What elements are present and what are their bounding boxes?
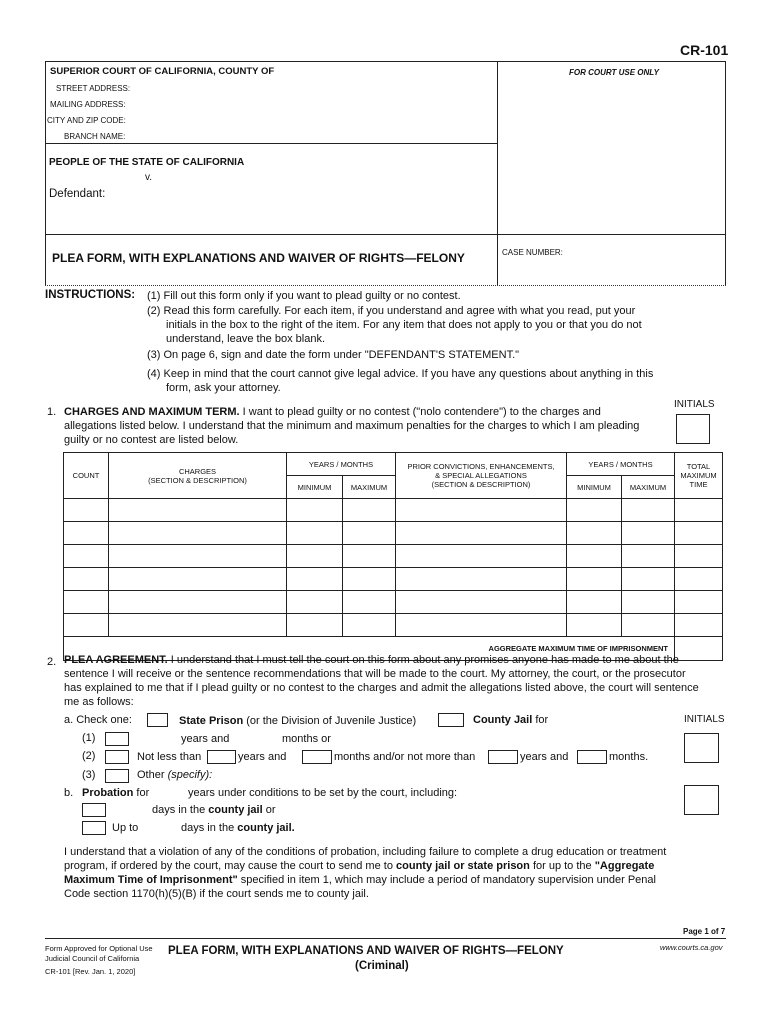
state-prison-rest: (or the Division of Juvenile Justice) xyxy=(246,715,417,727)
header-bottom-rule xyxy=(45,285,726,286)
county-jail-checkbox[interactable] xyxy=(438,713,464,727)
initials-box-3[interactable] xyxy=(684,785,719,815)
option-3-checkbox[interactable] xyxy=(105,769,129,783)
footer-title: PLEA FORM, WITH EXPLANATIONS AND WAIVER OF RIGHTS—FELONY xyxy=(168,945,564,957)
th-minimum-2: MINIMUM xyxy=(567,476,622,499)
section2-line3: has explained to me that if I plead guilty or no contest to the charges and admit the allegations listed above, the court will sentence xyxy=(64,682,699,694)
other-text xyxy=(137,768,212,783)
revision-label: CR-101 [Rev. Jan. 1, 2020] xyxy=(45,967,136,976)
page-number: Page 1 of 7 xyxy=(683,927,726,936)
instruction-2-cont: initials in the box to the right of the item. For any item that does not apply to you or that you do not xyxy=(166,319,642,331)
th-years-months-1: YEARS / MONTHS xyxy=(287,453,396,476)
header-left-rule xyxy=(45,61,46,286)
footer-rule xyxy=(45,938,726,939)
header-divider-v xyxy=(497,61,498,286)
p2-a: program, if ordered by the court, may cause the court to send me to xyxy=(64,860,393,872)
or-label: or xyxy=(265,804,276,816)
section1-line3: guilty or no contest are listed below. xyxy=(64,434,239,446)
footer-subtitle: (Criminal) xyxy=(355,960,409,972)
aggregate-total-cell[interactable] xyxy=(675,637,723,661)
not-more-months-label: months. xyxy=(609,751,649,763)
initials-box-1[interactable] xyxy=(676,414,710,444)
instruction-2: (2) Read this form carefully. For each item, if you understand and agree with what you read, put your xyxy=(147,305,636,317)
not-more-years-label: years and xyxy=(520,751,569,763)
option-1-months: months or xyxy=(282,733,331,745)
header-rule-1 xyxy=(45,143,498,144)
th-years-months-2: YEARS / MONTHS xyxy=(567,453,675,476)
defendant-label: Defendant: xyxy=(49,188,106,200)
check-one-label: a. Check one: xyxy=(64,714,132,726)
county-jail-for: for xyxy=(535,714,549,726)
probation-violation-p2 xyxy=(64,859,654,874)
table-row[interactable] xyxy=(64,545,723,568)
specify-label: (specify): xyxy=(167,769,213,781)
header-right-rule xyxy=(725,61,726,286)
not-less-years-label: years and xyxy=(238,751,287,763)
th-charges: CHARGES (SECTION & DESCRIPTION) xyxy=(109,453,287,499)
section1-number: 1. xyxy=(47,406,57,418)
section2-line1 xyxy=(64,653,679,668)
option-3-label: (3) xyxy=(82,769,96,781)
table-row[interactable] xyxy=(64,499,723,522)
option-1-checkbox[interactable] xyxy=(105,732,129,746)
p3-b: specified in item 1, which may include a period of mandatory supervision under Penal xyxy=(240,874,656,886)
th-prior: PRIOR CONVICTIONS, ENHANCEMENTS, & SPECIAL ALLEGATIONS (SECTION & DESCRIPTION) xyxy=(396,453,567,499)
courts-url: www.courts.ca.gov xyxy=(660,943,723,952)
option-2-label: (2) xyxy=(82,750,96,762)
months-andor-label: months and/or not more than xyxy=(334,751,476,763)
table-row[interactable] xyxy=(64,591,723,614)
not-more-years-field[interactable] xyxy=(488,750,518,764)
branch-name-label: BRANCH NAME: xyxy=(64,132,126,141)
p2-b: county jail or state prison xyxy=(396,860,530,872)
th-count: COUNT xyxy=(64,453,109,499)
days-in-label-2: days in the xyxy=(181,822,235,834)
instruction-3: (3) On page 6, sign and date the form under "DEFENDANT'S STATEMENT." xyxy=(147,349,520,361)
probation-for: for xyxy=(136,787,150,799)
b-label: b. xyxy=(64,787,74,799)
th-maximum-1: MAXIMUM xyxy=(343,476,396,499)
probation-label: Probation xyxy=(82,787,134,799)
for-court-use-label: FOR COURT USE ONLY xyxy=(569,68,659,77)
p3-a: Maximum Time of Imprisonment" xyxy=(64,874,238,886)
instruction-4-cont: form, ask your attorney. xyxy=(166,382,281,394)
section1-line1 xyxy=(64,405,601,420)
aggregate-label: AGGREGATE MAXIMUM TIME OF IMPRISONMENT xyxy=(64,637,675,661)
form-title: PLEA FORM, WITH EXPLANATIONS AND WAIVER OF RIGHTS—FELONY xyxy=(52,251,465,265)
section1-line2: allegations listed below. I understand that the minimum and maximum penalties for the charges to which I am pleading xyxy=(64,420,640,432)
state-prison-label: State Prison xyxy=(179,715,244,727)
probation-violation-p4: Code section 1170(h)(5)(B) if the court sends me to county jail. xyxy=(64,888,369,900)
option-1-label: (1) xyxy=(82,732,96,744)
th-minimum-1: MINIMUM xyxy=(287,476,343,499)
versus-label: v. xyxy=(145,172,153,183)
people-label: PEOPLE OF THE STATE OF CALIFORNIA xyxy=(49,157,245,168)
initials-label-2: INITIALS xyxy=(684,714,725,725)
not-more-months-field[interactable] xyxy=(577,750,607,764)
approved-label: Form Approved for Optional Use xyxy=(45,944,153,953)
section1-text1: I want to plead guilty or no contest ("nolo contendere") to the charges and xyxy=(242,406,601,418)
mailing-address-label: MAILING ADDRESS: xyxy=(50,100,126,109)
section2-number: 2. xyxy=(47,656,57,668)
section2-text1: I understand that I must tell the court on this form about any promises anyone has made to me about the xyxy=(170,654,679,666)
initials-box-2[interactable] xyxy=(684,733,719,763)
th-maximum-2: MAXIMUM xyxy=(622,476,675,499)
street-address-label: STREET ADDRESS: xyxy=(56,84,131,93)
instruction-4: (4) Keep in mind that the court cannot give legal advice. If you have any questions about anything in this xyxy=(147,368,654,380)
option-1-years: years and xyxy=(181,733,230,745)
form-number: CR-101 xyxy=(680,42,729,58)
instruction-1: (1) Fill out this form only if you want to plead guilty or no contest. xyxy=(147,290,461,302)
header-top-rule xyxy=(45,61,726,62)
not-less-label: Not less than xyxy=(137,751,202,763)
instructions-label: INSTRUCTIONS: xyxy=(45,289,136,301)
probation-text xyxy=(82,786,149,801)
county-jail-label-3: county jail. xyxy=(237,822,295,834)
up-to-checkbox[interactable] xyxy=(82,821,106,835)
up-to-days-text xyxy=(181,821,295,836)
county-jail-label-2: county jail xyxy=(208,804,263,816)
option-2-checkbox[interactable] xyxy=(105,750,129,764)
charges-table xyxy=(63,452,723,661)
up-to-label: Up to xyxy=(112,822,139,834)
probation-violation-p3 xyxy=(64,873,656,888)
days-in-label: days in the xyxy=(152,804,206,816)
state-prison-text xyxy=(179,714,416,729)
not-less-years-field[interactable] xyxy=(207,750,236,764)
section2-line2: sentence I will receive or the sentence recommendations that will be made to the court. My attorney, the court, or the prosecutor xyxy=(64,668,686,680)
table-row[interactable] xyxy=(64,568,723,591)
other-label: Other xyxy=(137,769,165,781)
instruction-2-cont2: understand, leave the box blank. xyxy=(166,333,326,345)
section2-heading: PLEA AGREEMENT. xyxy=(64,654,168,666)
not-less-months-field[interactable] xyxy=(302,750,332,764)
state-prison-checkbox[interactable] xyxy=(147,713,168,727)
probation-rest: years under conditions to be set by the court, including: xyxy=(188,787,458,799)
table-row[interactable] xyxy=(64,522,723,545)
table-row[interactable] xyxy=(64,614,723,637)
p2-d: "Aggregate xyxy=(594,860,655,872)
section1-heading: CHARGES AND MAXIMUM TERM. xyxy=(64,406,240,418)
p2-c: for up to the xyxy=(532,860,592,872)
county-jail-text xyxy=(473,713,548,728)
city-zip-label: CITY AND ZIP CODE: xyxy=(47,116,126,125)
th-total: TOTAL MAXIMUM TIME xyxy=(675,453,723,499)
case-number-label: CASE NUMBER: xyxy=(502,248,563,257)
days-county-jail-checkbox[interactable] xyxy=(82,803,106,817)
days-county-jail-text xyxy=(152,803,276,818)
header-rule-2 xyxy=(45,234,726,235)
council-label: Judicial Council of California xyxy=(45,954,140,963)
probation-violation-p1: I understand that a violation of any of the conditions of probation, including failure to complete a drug education or treatment xyxy=(64,846,667,858)
initials-label-1: INITIALS xyxy=(674,399,715,410)
section2-line4: me as follows: xyxy=(64,696,134,708)
court-title: SUPERIOR COURT OF CALIFORNIA, COUNTY OF xyxy=(50,66,275,77)
county-jail-label: County Jail xyxy=(473,714,533,726)
